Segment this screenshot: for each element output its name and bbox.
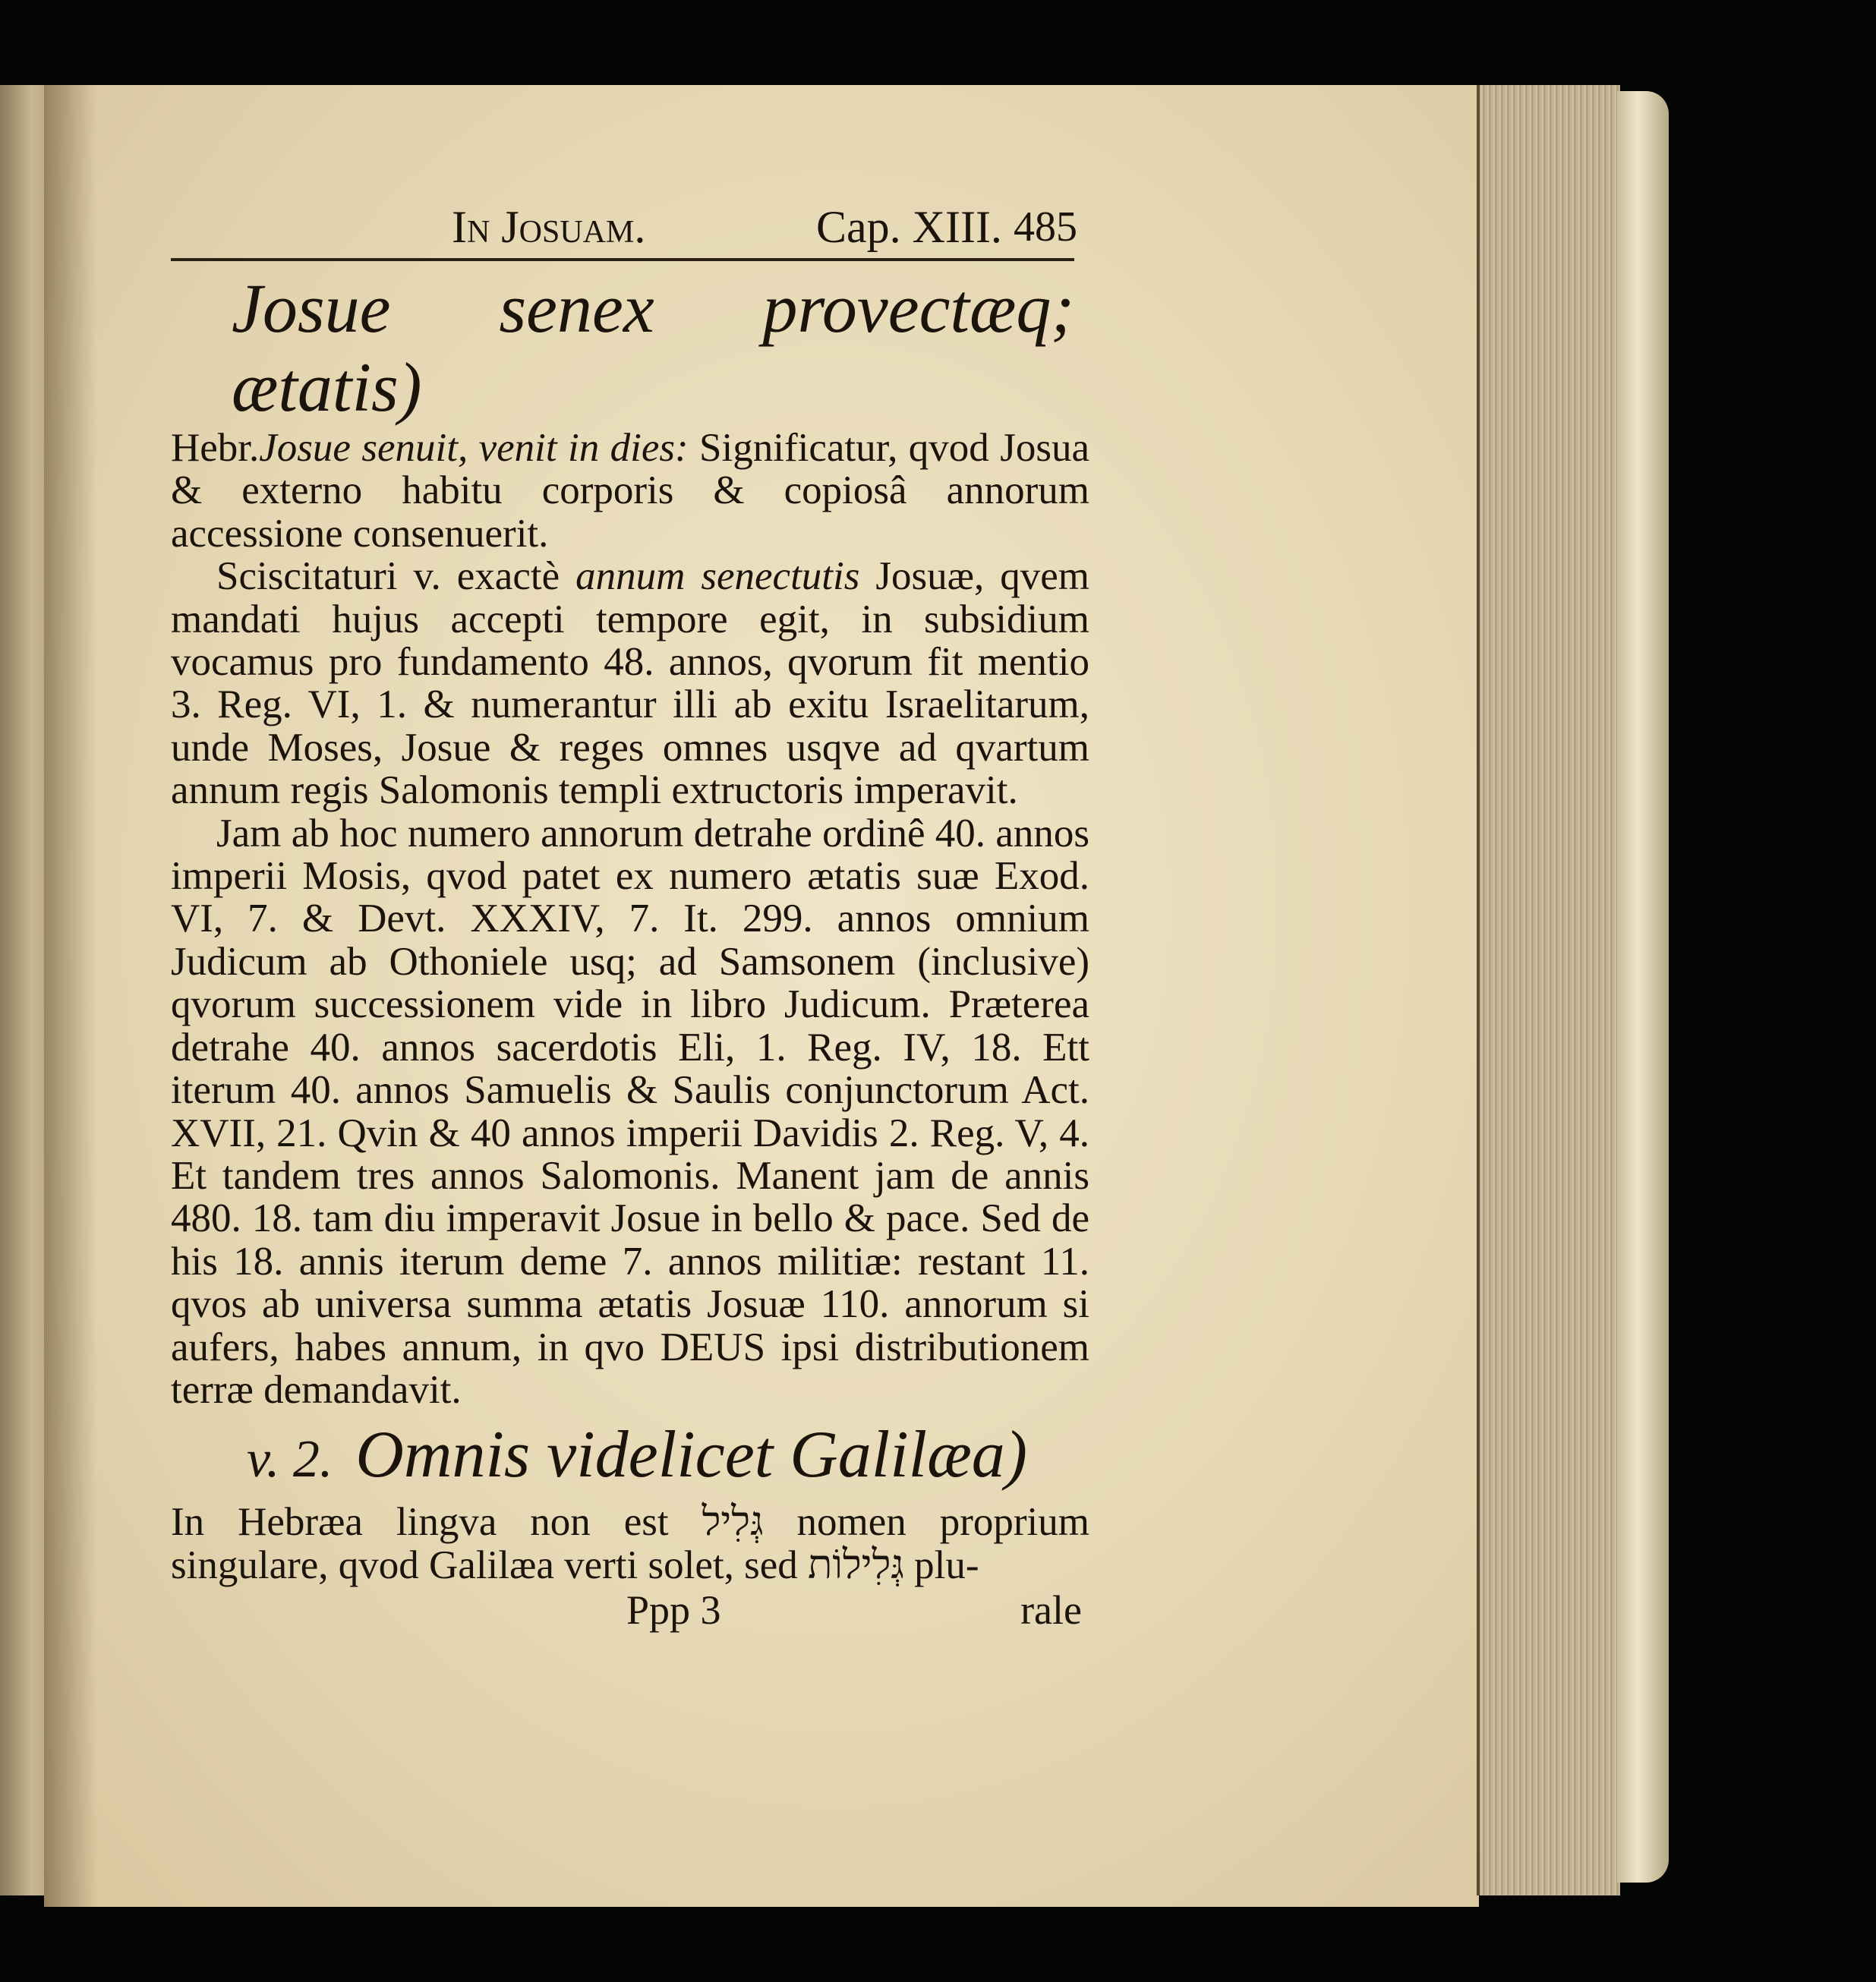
catchword: rale [1020,1587,1082,1634]
para3-text: Jam ab hoc numero annorum detrahe ordinê 40. annos imperii Mosis, qvod patet ex numero ætatis suæ Exod. VI, 7. & Devt. XXXIV, 7. It. 299. annos omnium Judicum ab Othoniele usq; ad Samsonem (inclusive) qvorum successionem vide in libro Judicum. Præterea detrahe 40. annos sacerdotis Eli, 1. Reg. IV, 18. Ett iterum 40. annos Samuelis & Saulis conjunctorum Act. XVII, 21. Qvin & 40 annos imperii Davidis 2. Reg. V, 4. Et tandem tres annos Salomonis. Manent jam de annis 480. 18. tam diu imperavit Josue in bello & pace. Sed de his 18. annis iterum deme 7. annos militiæ: restant 11. qvos ab universa summa ætatis Josuæ 110. annorum si aufers, habes annum, in qvo DEUS ipsi distributionem terræ demandavit. [171,811,1089,1412]
signature-mark: Ppp 3 [626,1587,721,1634]
verse-number: v. 2. [247,1430,333,1489]
hebrew-word-1: גְּלִיל [702,1500,764,1545]
para1-italic: Josue senuit, venit in dies: [259,426,689,470]
chapter-heading: Cap. XIII. [816,202,1002,252]
gutter-shadow [44,85,97,1907]
lemma2-text: Omnis videlicet Galilæa) [355,1418,1028,1492]
header-rule [171,258,1074,261]
para4-mid: nomen proprium singulare, qvod Galilæa verti solet, sed [171,1500,1090,1587]
para4-start: In Hebræa lingva non est [171,1500,702,1545]
para4-end: plu- [903,1542,979,1587]
para2-start: Sciscitaturi v. exactè [216,554,576,599]
lemma-heading-2 [171,1414,1074,1501]
lemma-heading-1: Josue senex provectæq; ætatis) [232,269,1074,426]
paragraph-2 [171,555,1089,811]
para1-lead: Hebr. [171,426,260,470]
running-head [171,186,1082,258]
running-title: In Josuam. [452,202,646,252]
page-number: 485 [1014,203,1077,251]
para2-rest: Josuæ, qvem mandati hujus accepti tempore egit, in subsidium vocamus pro fundamento 48. annos, qvorum fit mentio 3. Reg. VI, 1. & numerantur illi ab exitu Israelitarum, unde Moses, Josue & reges omnes usqve ad qvartum annum regis Salomonis templi extructoris imperavit. [171,554,1089,813]
paragraph-1 [171,427,1089,555]
paragraph-4 [171,1501,1089,1587]
para2-italic: annum senectutis [575,554,860,599]
text-block [171,186,1090,1640]
page-fore-edge [1477,85,1620,1895]
para1-rest: Significatur, qvod Josua & externo habitu corporis & copiosâ annorum accessione consenuerit. [171,426,1089,556]
page-footer [171,1587,1082,1640]
paragraph-3 [171,812,1089,1412]
cover-edge [1617,91,1669,1883]
hebrew-word-2: גְּלִילוֹת [808,1542,904,1587]
